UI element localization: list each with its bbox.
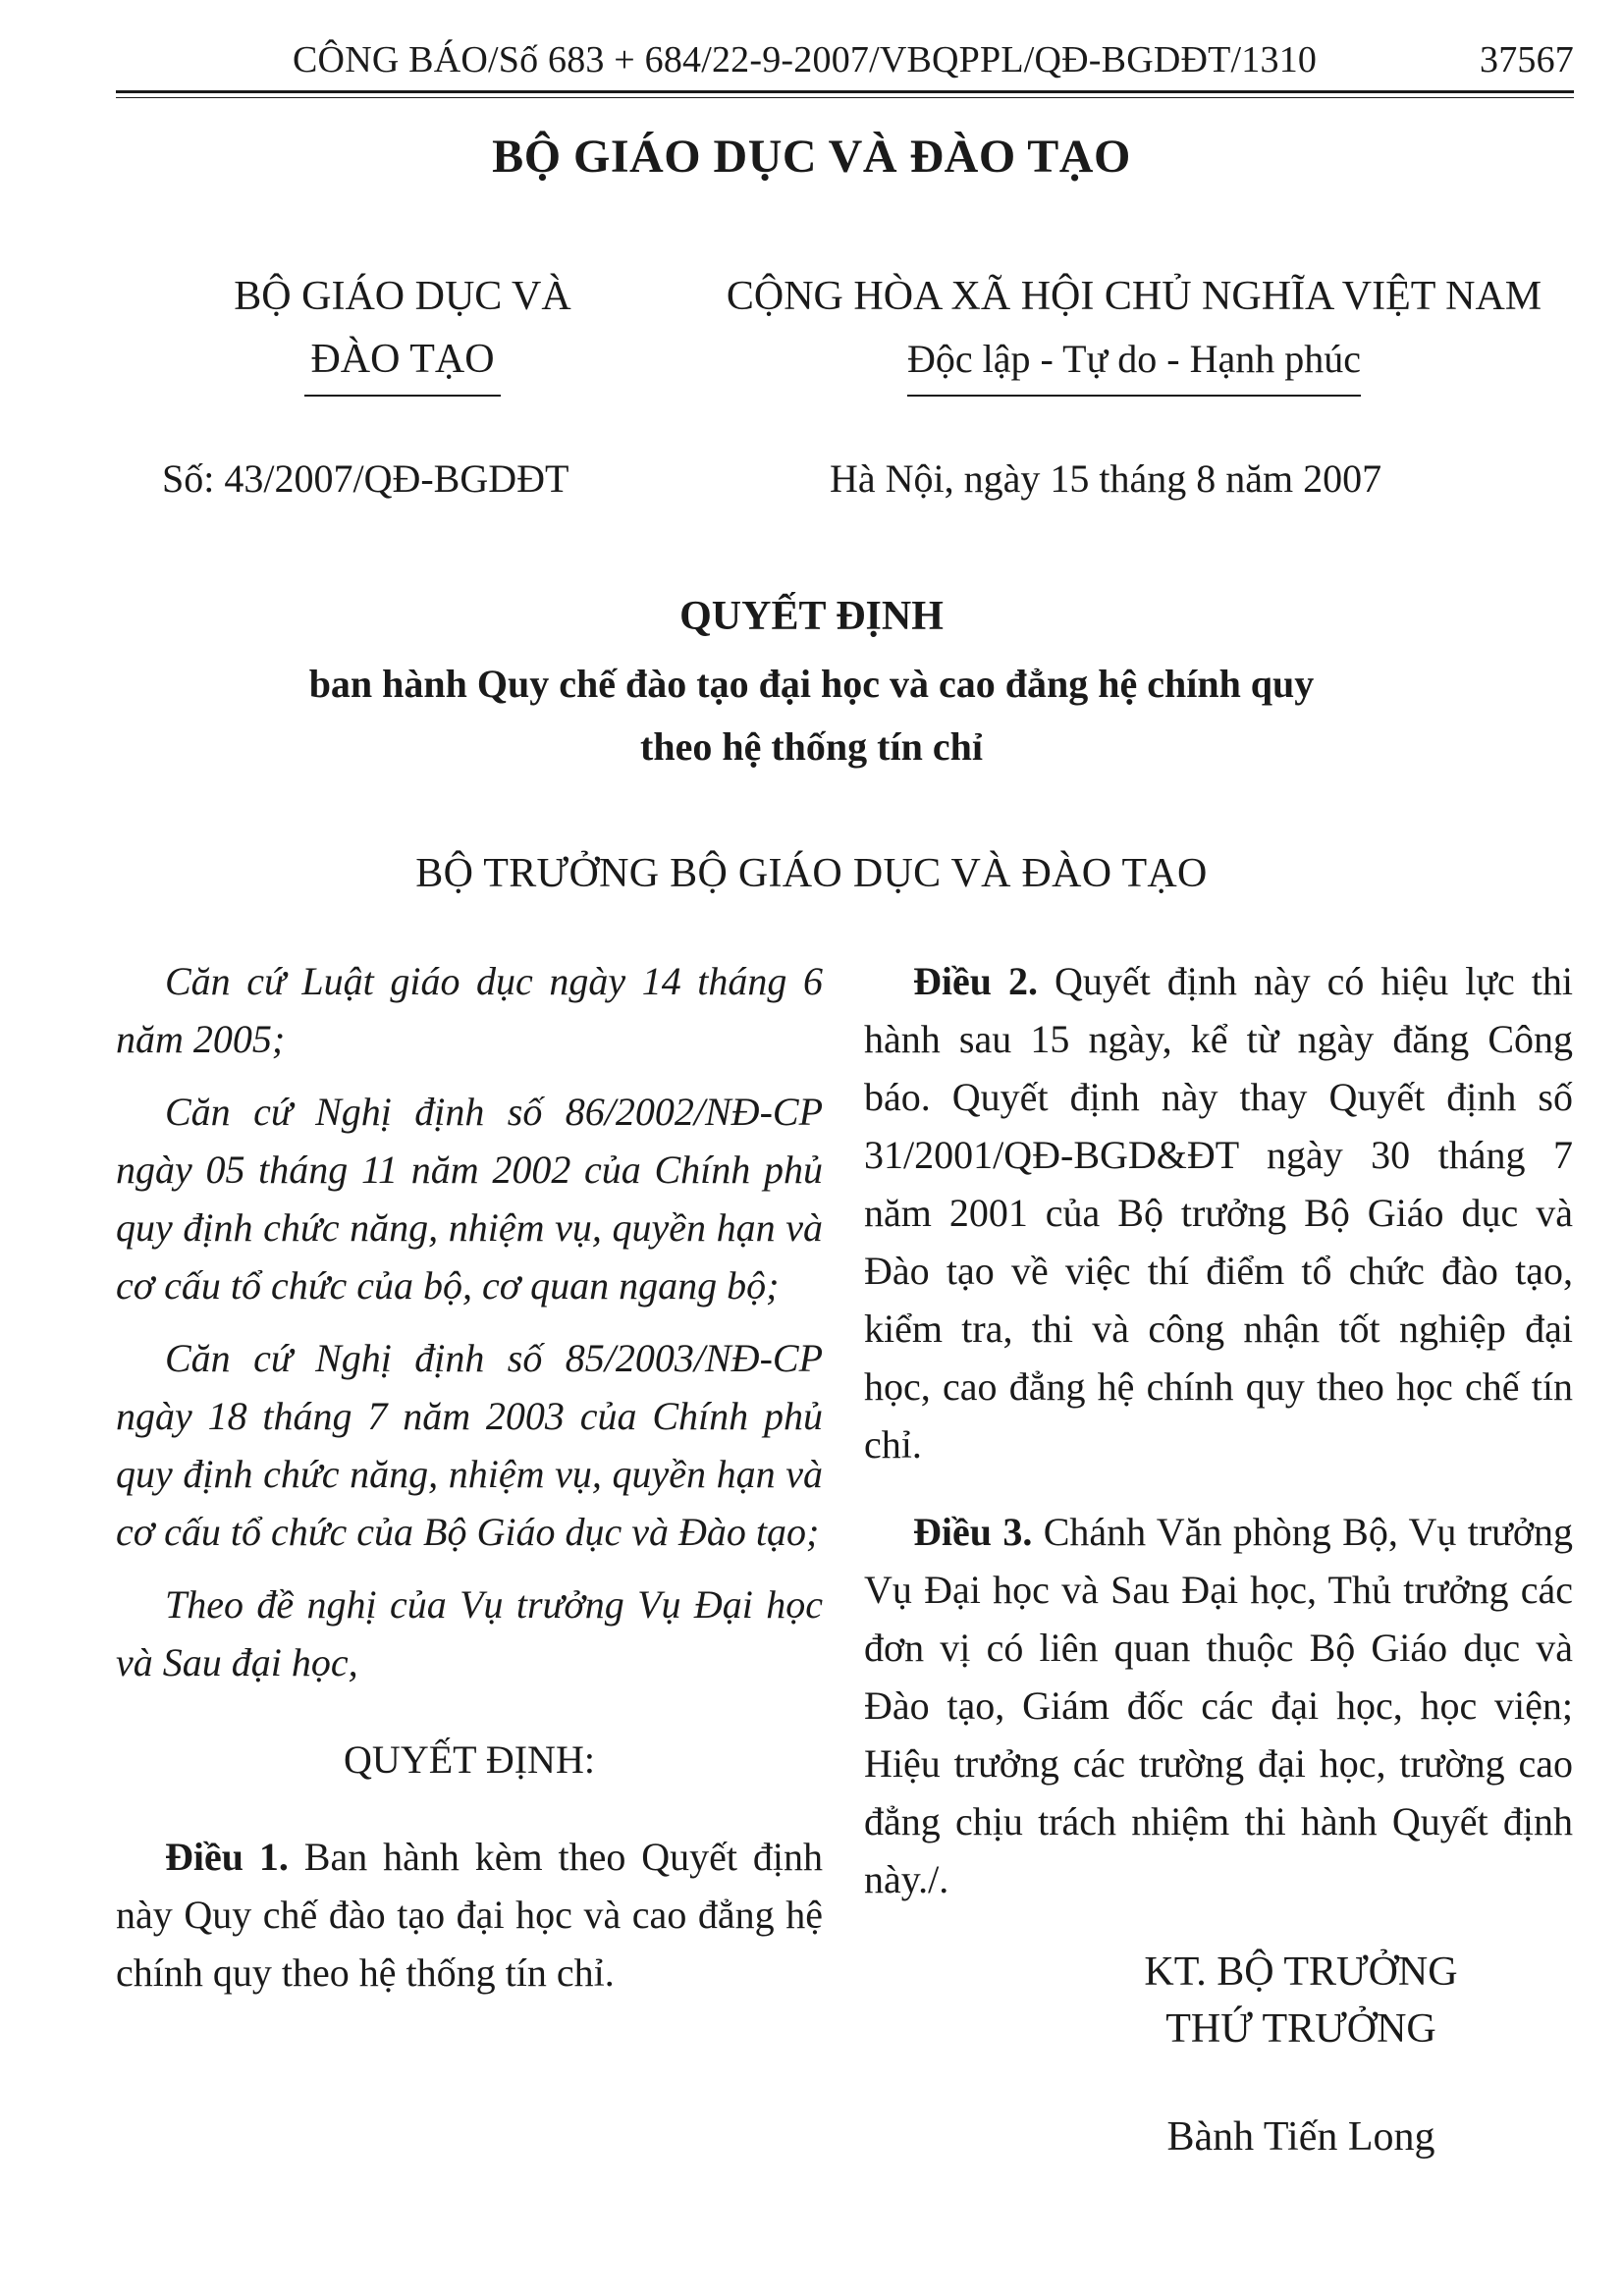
legal-basis-1: Căn cứ Luật giáo dục ngày 14 tháng 6 năm 2005; — [116, 959, 823, 1061]
article-2-text: Quyết định này có hiệu lực thi hành sau 15 ngày, kể từ ngày đăng Công báo. Quyết định này thay Quyết định số 31/2001/QĐ-BGD&ĐT ngày 30 tháng 7 năm 2001 của Bộ trưởng Bộ Giáo dục và Đào tạo về việc thí điểm tổ chức đào tạo, kiểm tra, thi và công nhận tốt nghiệp đại học, cao đẳng hệ chính quy theo học chế tín chỉ. — [864, 959, 1574, 1467]
article-1-text: Ban hành kèm theo Quyết định này Quy chế đào tạo đại học và cao đẳng hệ chính quy theo hệ thống tín chỉ. — [116, 1835, 823, 1995]
nation-name: CỘNG HÒA XÃ HỘI CHỦ NGHĨA VIỆT NAM — [726, 274, 1542, 319]
proposal-clause: Theo đề nghị của Vụ trưởng Vụ Đại học và Sau đại học, — [116, 1582, 823, 1684]
ministry-title: BỘ GIÁO DỤC VÀ ĐÀO TẠO — [492, 131, 1131, 183]
signer-name: Bành Tiến Long — [1166, 2114, 1435, 2160]
page-number: 37567 — [1480, 39, 1574, 80]
motto-underline — [907, 395, 1361, 397]
running-header — [116, 37, 1574, 82]
header-rule-thick — [116, 90, 1574, 93]
signature-title-2: THỨ TRƯỞNG — [1165, 2006, 1436, 2052]
decides-heading: QUYẾT ĐỊNH: — [344, 1737, 595, 1782]
publication-reference: CÔNG BÁO/Số 683 + 684/22-9-2007/VBQPPL/QĐ-BGDĐT/1310 — [293, 39, 1318, 80]
article-2-label: Điều 2. — [913, 959, 1038, 1003]
article-3-label: Điều 3. — [913, 1510, 1033, 1554]
decision-subtitle — [0, 653, 1623, 778]
document-number: Số: 43/2007/QĐ-BGDĐT — [162, 456, 569, 501]
legal-basis-2: Căn cứ Nghị định số 86/2002/NĐ-CP ngày 05 tháng 11 năm 2002 của Chính phủ quy định chức năng, nhiệm vụ, quyền hạn và cơ cấu tổ chức của bộ, cơ quan ngang bộ; — [116, 1090, 823, 1308]
nation-block — [687, 265, 1581, 397]
left-column — [116, 952, 823, 2016]
signature-title-1: KT. BỘ TRƯỞNG — [1144, 1949, 1458, 1995]
decision-subtitle-line-2: theo hệ thống tín chỉ — [640, 724, 983, 769]
article-1-label: Điều 1. — [165, 1835, 289, 1879]
place-and-date: Hà Nội, ngày 15 tháng 8 năm 2007 — [830, 456, 1382, 501]
issuer-line-1: BỘ GIÁO DỤC VÀ — [234, 274, 571, 319]
signature-block — [1075, 1944, 1527, 2165]
article-3 — [864, 1503, 1573, 1908]
issuer-block — [187, 265, 619, 397]
issuer-underline — [304, 395, 501, 397]
national-motto: Độc lập - Tự do - Hạnh phúc — [907, 337, 1361, 381]
legal-basis-3: Căn cứ Nghị định số 85/2003/NĐ-CP ngày 18 tháng 7 năm 2003 của Chính phủ quy định chức năng, nhiệm vụ, quyền hạn và cơ cấu tổ chức của Bộ Giáo dục và Đào tạo; — [116, 1336, 823, 1554]
motto-wrapper — [907, 328, 1361, 397]
article-1 — [116, 1828, 823, 2002]
minister-heading: BỘ TRƯỞNG BỘ GIÁO DỤC VÀ ĐÀO TẠO — [415, 851, 1208, 896]
issuer-line-2: ĐÀO TẠO — [310, 337, 495, 382]
article-3-text: Chánh Văn phòng Bộ, Vụ trưởng Vụ Đại học và Sau Đại học, Thủ trưởng các đơn vị có liên quan thuộc Bộ Giáo dục và Đào tạo, Giám đốc các đại học, học viện; Hiệu trưởng các trường đại học, trường cao đẳng chịu trách nhiệm thi hành Quyết định này./. — [864, 1510, 1574, 1901]
decision-title: QUYẾT ĐỊNH — [679, 594, 944, 639]
header-rule-thin — [116, 97, 1574, 98]
article-2 — [864, 952, 1573, 1473]
right-column — [864, 952, 1573, 1923]
decision-subtitle-line-1: ban hành Quy chế đào tạo đại học và cao đẳng hệ chính quy — [308, 662, 1315, 706]
